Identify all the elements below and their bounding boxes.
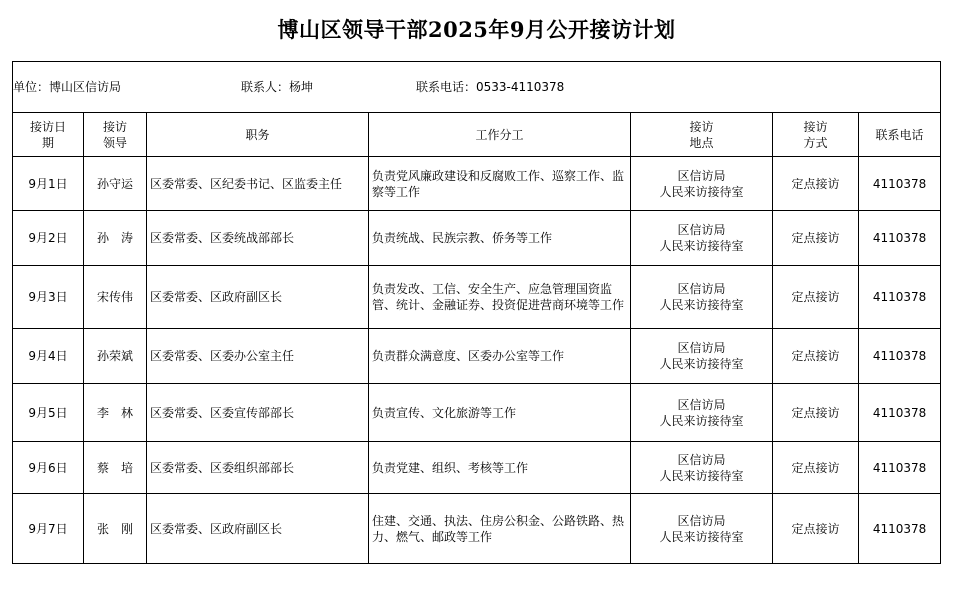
cell-leader: 孙守运 bbox=[84, 157, 147, 211]
cell-leader: 李 林 bbox=[84, 384, 147, 442]
cell-method: 定点接访 bbox=[773, 157, 859, 211]
cell-phone: 4110378 bbox=[859, 157, 941, 211]
table-row bbox=[13, 157, 941, 211]
cell-duty: 住建、交通、执法、住房公积金、公路铁路、热力、燃气、邮政等工作 bbox=[369, 494, 631, 564]
table-row bbox=[13, 266, 941, 329]
table-row bbox=[13, 442, 941, 494]
cell-method: 定点接访 bbox=[773, 494, 859, 564]
cell-phone: 4110378 bbox=[859, 384, 941, 442]
cell-place: 区信访局 人民来访接待室 bbox=[631, 384, 773, 442]
visit-plan-table bbox=[12, 61, 941, 564]
table-row bbox=[13, 211, 941, 266]
cell-leader: 蔡 培 bbox=[84, 442, 147, 494]
header-duty: 工作分工 bbox=[369, 113, 631, 157]
cell-position: 区委常委、区纪委书记、区监委主任 bbox=[147, 157, 369, 211]
info-row bbox=[13, 62, 941, 113]
cell-duty: 负责党风廉政建设和反腐败工作、巡察工作、监察等工作 bbox=[369, 157, 631, 211]
header-row bbox=[13, 113, 941, 157]
cell-place: 区信访局 人民来访接待室 bbox=[631, 442, 773, 494]
cell-position: 区委常委、区政府副区长 bbox=[147, 266, 369, 329]
header-leader: 接访领导 bbox=[84, 113, 147, 157]
cell-date: 9月2日 bbox=[13, 211, 84, 266]
page-title: 博山区领导干部2025年9月公开接访计划 bbox=[277, 17, 676, 42]
table-row bbox=[13, 384, 941, 442]
cell-position: 区委常委、区委统战部部长 bbox=[147, 211, 369, 266]
cell-leader: 孙 涛 bbox=[84, 211, 147, 266]
cell-place: 区信访局 人民来访接待室 bbox=[631, 157, 773, 211]
cell-duty: 负责党建、组织、考核等工作 bbox=[369, 442, 631, 494]
cell-leader: 孙荣斌 bbox=[84, 329, 147, 384]
header-method: 接访方式 bbox=[773, 113, 859, 157]
cell-method: 定点接访 bbox=[773, 329, 859, 384]
cell-date: 9月4日 bbox=[13, 329, 84, 384]
cell-leader: 宋传伟 bbox=[84, 266, 147, 329]
cell-duty: 负责宣传、文化旅游等工作 bbox=[369, 384, 631, 442]
cell-method: 定点接访 bbox=[773, 266, 859, 329]
cell-position: 区委常委、区政府副区长 bbox=[147, 494, 369, 564]
cell-phone: 4110378 bbox=[859, 329, 941, 384]
header-phone: 联系电话 bbox=[859, 113, 941, 157]
cell-date: 9月1日 bbox=[13, 157, 84, 211]
cell-place: 区信访局 人民来访接待室 bbox=[631, 329, 773, 384]
cell-date: 9月6日 bbox=[13, 442, 84, 494]
table-body bbox=[13, 157, 941, 564]
header-position: 职务 bbox=[147, 113, 369, 157]
header-place: 接访地点 bbox=[631, 113, 773, 157]
cell-place: 区信访局 人民来访接待室 bbox=[631, 266, 773, 329]
cell-leader: 张 刚 bbox=[84, 494, 147, 564]
phone-info: 联系电话：0533-4110378 bbox=[416, 80, 565, 94]
cell-position: 区委常委、区委组织部部长 bbox=[147, 442, 369, 494]
cell-date: 9月3日 bbox=[13, 266, 84, 329]
cell-phone: 4110378 bbox=[859, 442, 941, 494]
header-date: 接访日期 bbox=[13, 113, 84, 157]
cell-method: 定点接访 bbox=[773, 384, 859, 442]
cell-phone: 4110378 bbox=[859, 266, 941, 329]
table-row bbox=[13, 494, 941, 564]
cell-date: 9月5日 bbox=[13, 384, 84, 442]
cell-duty: 负责群众满意度、区委办公室等工作 bbox=[369, 329, 631, 384]
cell-place: 区信访局 人民来访接待室 bbox=[631, 211, 773, 266]
cell-date: 9月7日 bbox=[13, 494, 84, 564]
cell-phone: 4110378 bbox=[859, 494, 941, 564]
cell-duty: 负责发改、工信、安全生产、应急管理国资监管、统计、金融证券、投资促进营商环境等工作 bbox=[369, 266, 631, 329]
table-row bbox=[13, 329, 941, 384]
cell-place: 区信访局 人民来访接待室 bbox=[631, 494, 773, 564]
cell-method: 定点接访 bbox=[773, 211, 859, 266]
cell-duty: 负责统战、民族宗教、侨务等工作 bbox=[369, 211, 631, 266]
unit-info: 单位：博山区信访局 bbox=[13, 80, 122, 94]
cell-phone: 4110378 bbox=[859, 211, 941, 266]
contact-info: 联系人：杨坤 bbox=[241, 80, 314, 94]
cell-method: 定点接访 bbox=[773, 442, 859, 494]
cell-position: 区委常委、区委宣传部部长 bbox=[147, 384, 369, 442]
cell-position: 区委常委、区委办公室主任 bbox=[147, 329, 369, 384]
